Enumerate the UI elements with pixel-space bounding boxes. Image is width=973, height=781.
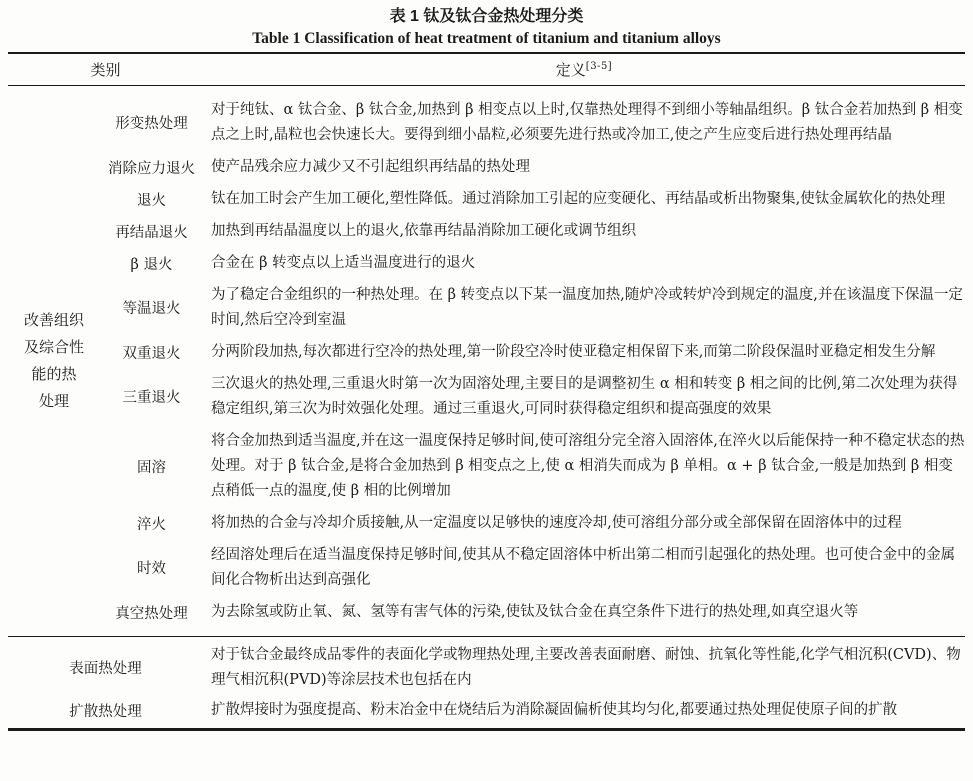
row-definition: 使产品残余应力减少又不引起组织再结晶的热处理 [211,158,530,175]
row-definition: 三次退火的热处理,三重退火时第一次为固溶处理,主要目的是调整初生 α 相和转变 β 相之间的比例,第二次处理为获得稳定组织,第三次为时效强化处理。通过三重退火,可同时获得稳定组织和提高强度的效果 [211,375,958,417]
category-line: 及综合性 [23,338,84,356]
row-definition: 钛在加工时会产生加工硬化,塑性降低。通过消除加工引起的应变硬化、再结晶或析出物聚集,使钛金属软化的热处理 [211,190,946,207]
table-row [100,247,965,279]
row-label: 固溶 [137,459,166,476]
row-label: 淬火 [137,516,166,533]
section-microstructure-properties [8,86,965,636]
row-label: 三重退火 [122,390,181,406]
table-row [100,368,965,425]
section-rows [8,640,965,725]
table-caption-en: Table 1 Classification of heat treatment of titanium and titanium alloys [252,30,721,47]
category-line: 改善组织 [23,311,84,329]
table-row [8,640,965,695]
row-definition: 加热到再结晶温度以上的退火,依靠再结晶消除加工硬化或调节组织 [211,222,637,239]
row-label: 表面热处理 [69,661,142,677]
table-row [100,336,965,368]
table-row [100,215,965,247]
table-row [100,183,965,215]
row-label: 双重退火 [122,345,181,362]
reference-superscript: [3-5] [585,61,613,72]
category-line: 能的热 [31,365,77,383]
row-label: 再结晶退火 [115,224,188,241]
row-label: 真空热处理 [115,605,188,622]
table-row [100,507,965,539]
column-header-category: 类别 [90,61,121,79]
section-rows [100,94,965,628]
row-definition: 合金在 β 转变点以上适当温度进行的退火 [211,254,476,271]
row-definition: 将加热的合金与冷却介质接触,从一定温度以足够快的速度冷却,使可溶组分部分或全部保留在固溶体中的过程 [211,514,902,531]
row-label: 退火 [137,192,166,209]
table-row [100,279,965,336]
row-label: 时效 [137,561,166,577]
row-definition: 将合金加热到适当温度,并在这一温度保持足够时间,使可溶组分完全溶入固溶体,在淬火以后能保持一种不稳定状态的热处理。对于 β 钛合金,是将合金加热到 β 相变点之上,使 α 相消失而成为 β 单相。α + β 钛合金,一般是加热到 β 相变点稍低一点的温度,使 β 相的比例增加 [211,432,965,499]
row-label: β 退火 [130,256,173,273]
table-row [8,695,965,725]
row-definition: 为去除氢或防止氧、氮、氢等有害气体的污染,使钛及钛合金在真空条件下进行的热处理,如真空退火等 [211,603,859,620]
section-surface-diffusion [8,637,965,728]
table-row [100,94,965,151]
table-row [100,539,965,596]
table-row [100,151,965,183]
row-definition: 对于钛合金最终成品零件的表面化学或物理热处理,主要改善表面耐磨、耐蚀、抗氧化等性能,化学气相沉积(CVD)、物理气相沉积(PVD)等涂层技术也包括在内 [211,646,961,688]
row-label: 扩散热处理 [69,703,142,720]
row-definition: 扩散焊接时为强度提高、粉末冶金中在烧结后为消除凝固偏析使其均匀化,都要通过热处理促使原子间的扩散 [211,701,898,718]
row-definition: 对于纯钛、α 钛合金、β 钛合金,加热到 β 相变点以上时,仅靠热处理得不到细小等轴晶组织。β 钛合金若加热到 β 相变点之上时,晶粒也会快速长大。要得到细小晶粒,必须要先进行热或冷加工,使之产生应变后进行热处理再结晶 [211,101,963,143]
table-row [100,425,965,507]
column-header-definition [203,59,965,80]
row-definition: 为了稳定合金组织的一种热处理。在 β 转变点以下某一温度加热,随炉冷或转炉冷到规定的温度,并在该温度下保温一定时间,然后空冷到室温 [211,286,963,328]
table-caption-zh: 表 1 钛及钛合金热处理分类 [389,8,584,25]
category-line: 处理 [38,392,69,410]
category-cell-improve-structure [8,94,100,628]
column-header-definition-text: 定义 [555,61,586,79]
table-header-row [8,54,965,85]
row-label: 消除应力退火 [108,160,195,177]
row-label: 形变热处理 [115,116,188,132]
row-label: 等温退火 [122,301,181,317]
table-bottom-rule [8,728,965,731]
row-definition: 经固溶处理后在适当温度保持足够时间,使其从不稳定固溶体中析出第二相而引起强化的热处理。也可使合金中的金属间化合物析出达到高强化 [211,546,956,588]
table-row [100,596,965,628]
row-definition: 分两阶段加热,每次都进行空冷的热处理,第一阶段空冷时使亚稳定相保留下来,而第二阶段保温时亚稳定相发生分解 [211,343,936,360]
